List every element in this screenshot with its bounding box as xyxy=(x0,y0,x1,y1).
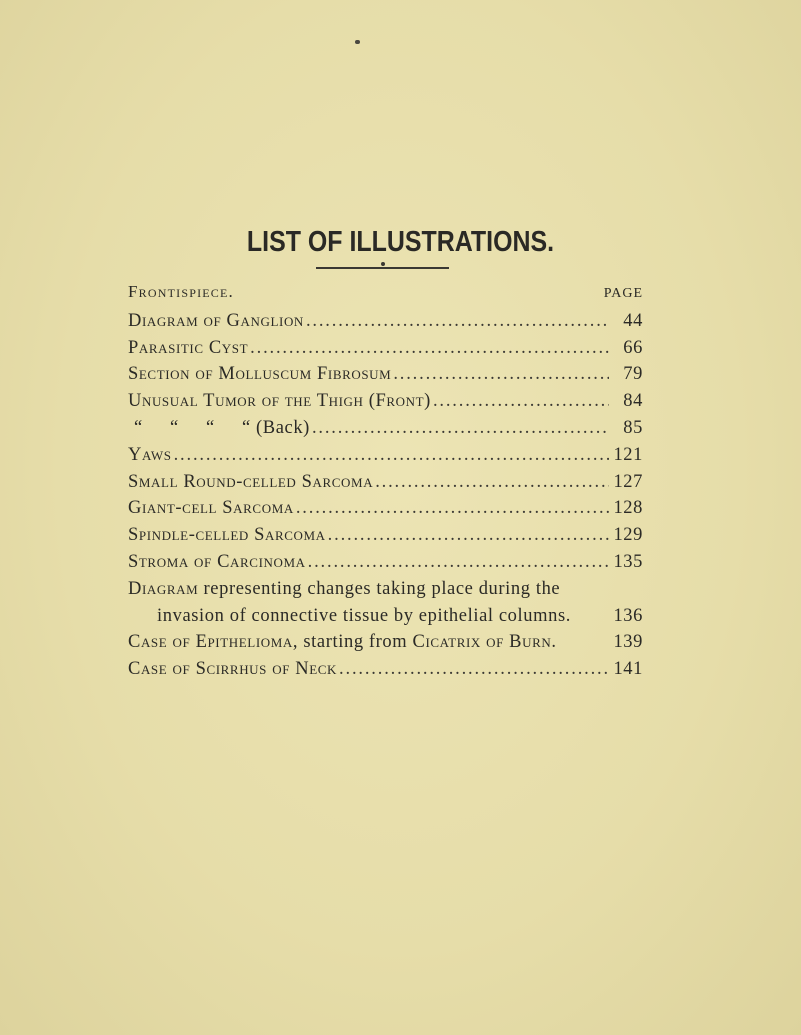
dot-leader xyxy=(308,549,609,576)
list-item: “ “ “ “ (Back) . . . 85 xyxy=(128,415,643,442)
dot-leader xyxy=(433,388,609,415)
list-item: Small Round-celled Sarcoma . . . 127 xyxy=(128,469,643,496)
list-item: Parasitic Cyst . . . 66 xyxy=(128,335,643,362)
dot-leader xyxy=(296,495,609,522)
illustrations-list xyxy=(128,279,643,683)
page-title: LIST OF ILLUSTRATIONS. xyxy=(246,226,555,258)
frontispiece-label: Frontispiece. xyxy=(128,282,234,301)
dot-leader xyxy=(250,335,609,362)
list-item: Section of Molluscum Fibrosum . . . 79 xyxy=(128,361,643,388)
list-header xyxy=(128,279,643,308)
list-item: Case of Epithelioma, starting from Cicatrix of Burn. 139 xyxy=(128,632,643,653)
title-rule xyxy=(316,267,449,269)
list-item: Spindle-celled Sarcoma . . . 129 xyxy=(128,522,643,549)
list-item-multiline: Diagram representing changes taking place during the invasion of connective tissue by epithelial columns. 136 xyxy=(128,578,643,626)
dot-leader xyxy=(328,522,609,549)
page-column-heading: PAGE xyxy=(603,286,643,301)
dot-leader xyxy=(393,361,609,388)
ditto-marks: “ “ “ “ xyxy=(134,417,251,438)
dot-leader xyxy=(375,469,609,496)
dot-leader xyxy=(312,415,609,442)
list-item: Yaws . . . 121 xyxy=(128,442,643,469)
list-item: Giant-cell Sarcoma . . . 128 xyxy=(128,495,643,522)
dot-leader xyxy=(174,442,609,469)
list-item: Case of Scirrhus of Neck . . . 141 xyxy=(128,656,643,683)
rule-dot xyxy=(381,262,385,266)
dot-leader xyxy=(306,308,609,335)
ink-speck xyxy=(355,40,360,44)
list-item: Unusual Tumor of the Thigh (Front) . . . 84 xyxy=(128,388,643,415)
list-item: Stroma of Carcinoma . . . 135 xyxy=(128,549,643,576)
dot-leader xyxy=(339,656,609,683)
list-item: Diagram of Ganglion . . . 44 xyxy=(128,308,643,335)
